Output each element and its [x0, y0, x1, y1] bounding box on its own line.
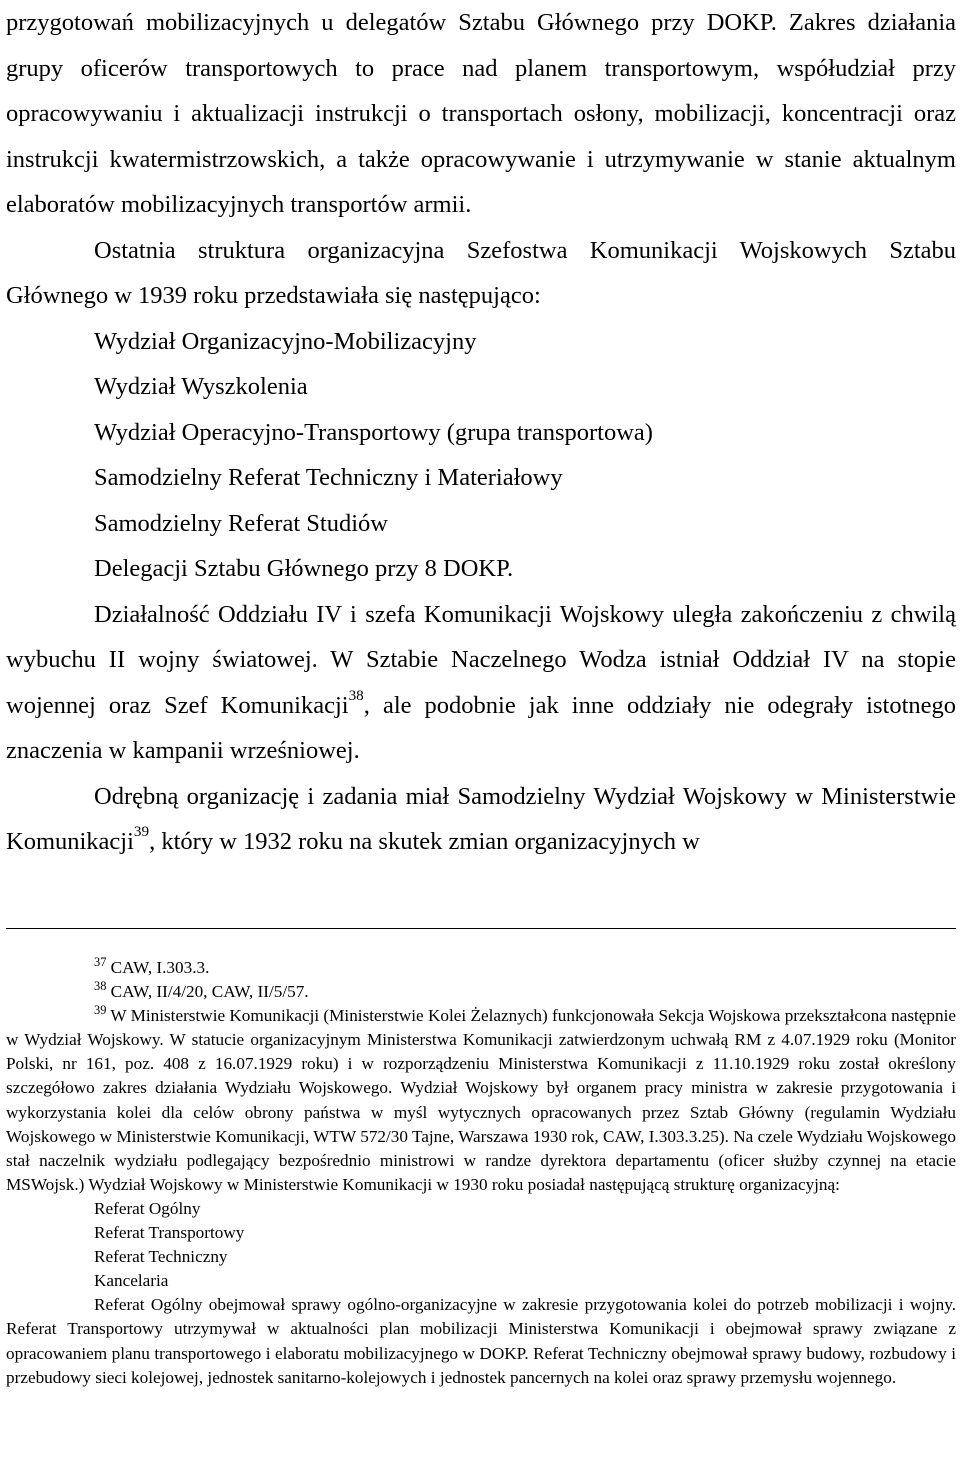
footnote-text: CAW, II/4/20, CAW, II/5/57. [106, 982, 309, 1002]
footnote-39-continuation: Referat Ogólny obejmował sprawy ogólno-organizacyjne w zakresie przygotowania kolei do potrzeb mobilizacji i wojny. Referat Transportowy utrzymywał w aktualności plan mobilizacji Ministerstwa Komunikacji i obejmował sprawy związane z opracowaniem planu transportowego i elaboratu mobilizacyjnego w DOKP. Referat Techniczny obejmował sprawy budowy, rozbudowy i przebudowy sieci kolejowej, jednostek sanitarno-kolejowych i jednostek pancernych na kolei oraz sprawy przemysłu wojennego. [6, 1295, 956, 1387]
structure-list [6, 319, 956, 592]
list-item: Samodzielny Referat Studiów [94, 509, 388, 537]
footnote-number: 39 [94, 1003, 107, 1018]
list-item: Delegacji Sztabu Głównego przy 8 DOKP. [94, 555, 514, 582]
paragraph-4-text-end: , który w 1932 roku na skutek zmian organizacyjnych w [149, 828, 700, 855]
list-item: Samodzielny Referat Techniczny i Materiałowy [94, 464, 563, 491]
list-item: Kancelaria [94, 1271, 169, 1291]
footnote-37 [6, 956, 956, 980]
list-item: Wydział Operacyjno-Transportowy (grupa transportowa) [94, 418, 653, 446]
footnote-text: W Ministerstwie Komunikacji (Ministerstwie Kolei Żelaznych) funkcjonowała Sekcja Wojskowa przekształcona następnie w Wydział Wojskowy. W statucie organizacyjnym Ministerstwa Komunikacji zatwierdzonym uchwałą RM z 4.07.1929 roku (Monitor Polski, nr 161, poz. 408 z 16.07.1929 roku) i w rozporządzeniu Ministerstwa Komunikacji z 11.10.1929 roku został określony szczegółowo zakres działania Wydziału Wojskowego. Wydział Wojskowy był organem pracy ministra w zakresie przygotowania i wykorzystania kolei dla celów obrony państwa w myśl wytycznych opracowanych przez Sztab Główny (regulamin Wydziału Wojskowego w Ministerstwie Komunikacji, WTW 572/30 Tajne, Warszawa 1930 rok, CAW, I.303.3.25). Na czele Wydziału Wojskowego stał naczelnik wydziału podlegający bezpośrednio ministrowi w randze dyrektora departamentu (oficer służby czynnej na etacie MSWojsk.) Wydział Wojskowy w Ministerstwie Komunikacji w 1930 roku posiadał następującą strukturę organizacyjną: [6, 1006, 957, 1194]
footnote-ref-39[interactable]: 39 [133, 823, 150, 841]
footnote-ref-38[interactable]: 38 [348, 686, 364, 704]
list-item: Wydział Organizacyjno-Mobilizacyjny [94, 327, 477, 355]
paragraph-3-text-end: , ale podobnie jak inne oddziały nie odegrały istotnego znaczenia w kampanii wrześniowej. [6, 691, 956, 764]
paragraph-3 [6, 592, 956, 774]
list-item: Referat Techniczny [94, 1247, 228, 1267]
list-item: Referat Ogólny [94, 1198, 201, 1218]
footnote-number: 37 [94, 955, 107, 970]
list-item: Wydział Wyszkolenia [94, 373, 308, 400]
footnote-39-list [6, 1197, 956, 1293]
footnote-text: CAW, I.303.3. [106, 958, 210, 977]
paragraph-3-text: Działalność Oddziału IV i szefa Komunikacji Wojskowy uległa zakończeniu z chwilą wybuchu II wojny światowej. W Sztabie Naczelnego Wodza istniał Oddział IV na stopie wojennej oraz Szef Komunikacji [6, 600, 956, 719]
paragraph-2: Ostatnia struktura organizacyjna Szefostwa Komunikacji Wojskowych Sztabu Głównego w 1939 roku przedstawiała się następująco: [6, 236, 956, 309]
footnote-separator [6, 928, 956, 929]
paragraph-1: przygotowań mobilizacyjnych u delegatów Sztabu Głównego przy DOKP. Zakres działania grupy oficerów transportowych to prace nad planem transportowym, współudział przy opracowywaniu i aktualizacji instrukcji o transportach osłony, mobilizacji, koncentracji oraz instrukcji kwatermistrzowskich, a także opracowywanie i utrzymywanie w stanie aktualnym elaboratów mobilizacyjnych transportów armii. [6, 9, 956, 218]
main-text [6, 0, 956, 865]
paragraph-4 [6, 774, 956, 865]
footnote-39 [6, 1004, 956, 1197]
document-page [6, 0, 956, 865]
footnotes [6, 956, 956, 1390]
paragraph-4-text: Odrębną organizację i zadania miał Samodzielny Wydział Wojskowy w Ministerstwie Komunikacji [6, 782, 956, 855]
footnote-38 [6, 980, 956, 1004]
footnote-number: 38 [94, 979, 107, 994]
list-item: Referat Transportowy [94, 1223, 245, 1243]
